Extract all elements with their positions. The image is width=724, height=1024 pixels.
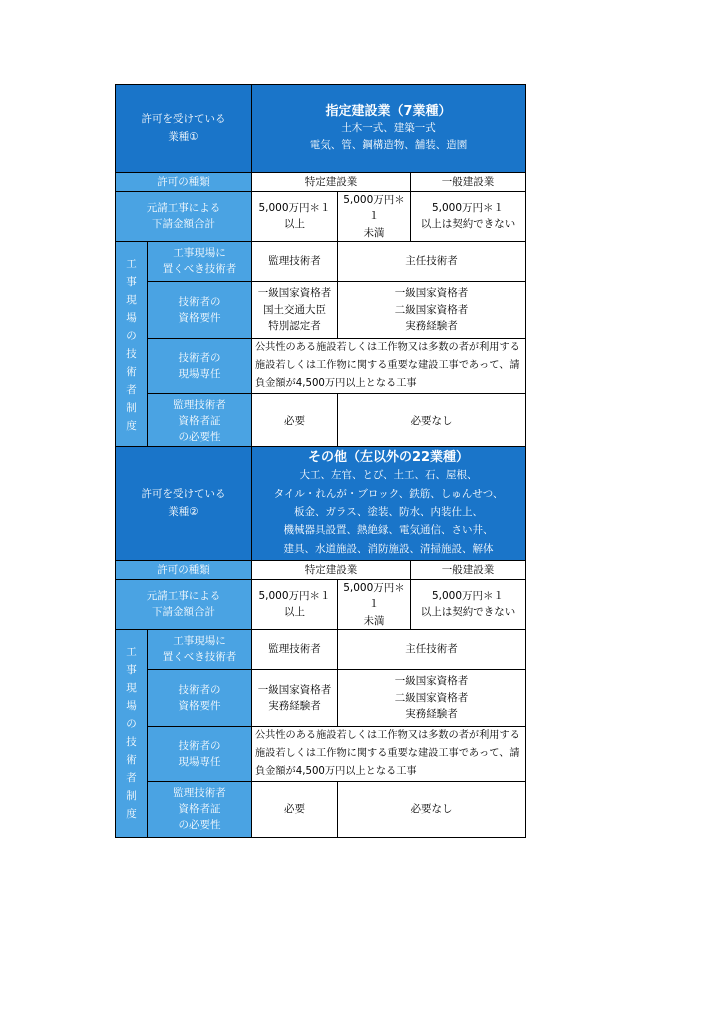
qualification-special: 一級国家資格者 実務経験者 [252, 669, 338, 726]
amount-over: 5,000万円＊１ 以上 [252, 580, 338, 630]
site-engineer-system-label: 工事現場の技術者制度 [116, 629, 148, 837]
header-line: 板金、ガラス、塗装、防水、内装仕上、 [294, 506, 484, 519]
header-line: 機械器具設置、熱絶縁、電気通信、さい井、 [283, 524, 494, 537]
permit-type-label: 許可の種類 [116, 173, 252, 192]
certificate-label: 監理技術者 資格者証 の必要性 [148, 781, 252, 837]
category-label-cell: 許可を受けている 業種① [116, 85, 252, 173]
site-engineer-system-label: 工事現場の技術者制度 [116, 241, 148, 449]
subcontract-label: 元請工事による 下請金額合計 [116, 580, 252, 630]
amount-over: 5,000万円＊１ 以上 [252, 192, 338, 242]
engineer-special: 監理技術者 [252, 241, 338, 281]
engineer-label: 工事現場に 置くべき技術者 [148, 629, 252, 669]
header-line: 大工、左官、とび、土工、石、屋根、 [299, 469, 478, 482]
qualification-label: 技術者の 資格要件 [148, 669, 252, 726]
general-construction: 一般建設業 [411, 561, 526, 580]
certificate-special: 必要 [252, 393, 338, 449]
engineer-general: 主任技術者 [338, 629, 526, 669]
amount-not-allowed: 5,000万円＊１ 以上は契約できない [411, 580, 526, 630]
amount-under: 5,000万円＊１ 未満 [338, 580, 411, 630]
header-title: 指定建設業（7業種） [325, 103, 452, 119]
amount-not-allowed: 5,000万円＊１ 以上は契約できない [411, 192, 526, 242]
certificate-special: 必要 [252, 781, 338, 837]
certificate-label: 監理技術者 資格者証 の必要性 [148, 393, 252, 449]
header-line: 建具、水道施設、消防施設、清掃施設、解体 [283, 542, 494, 555]
amount-under: 5,000万円＊１ 未満 [338, 192, 411, 242]
engineer-special: 監理技術者 [252, 629, 338, 669]
engineer-general: 主任技術者 [338, 241, 526, 281]
header-title: その他（左以外の22業種） [307, 449, 470, 465]
category-label-cell: 許可を受けている 業種② [116, 447, 252, 561]
permit-table-2 [115, 446, 526, 838]
permit-type-label: 許可の種類 [116, 561, 252, 580]
special-construction: 特定建設業 [252, 561, 411, 580]
special-construction: 特定建設業 [252, 173, 411, 192]
subcontract-label: 元請工事による 下請金額合計 [116, 192, 252, 242]
header-line: 土木一式、建築一式 [341, 122, 436, 135]
designated-industry-header [252, 85, 526, 173]
qualification-special: 一級国家資格者 国土交通大臣 特別認定者 [252, 281, 338, 338]
permit-table-1 [115, 84, 526, 450]
dedicated-requirement: 公共性のある施設若しくは工作物又は多数の者が利用する施設若しくは工作物に関する重要な建設工事であって、請負金額が4,500万円以上となる工事 [252, 726, 526, 781]
header-line: 電気、管、鋼構造物、舗装、造園 [309, 139, 468, 152]
certificate-general: 必要なし [338, 781, 526, 837]
header-line: タイル・れんが・ブロック、鉄筋、しゅんせつ、 [273, 487, 504, 500]
other-industry-header [252, 447, 526, 561]
general-construction: 一般建設業 [411, 173, 526, 192]
certificate-general: 必要なし [338, 393, 526, 449]
dedicated-label: 技術者の 現場専任 [148, 726, 252, 781]
engineer-label: 工事現場に 置くべき技術者 [148, 241, 252, 281]
dedicated-label: 技術者の 現場専任 [148, 338, 252, 393]
qualification-general: 一級国家資格者 二級国家資格者 実務経験者 [338, 669, 526, 726]
qualification-label: 技術者の 資格要件 [148, 281, 252, 338]
qualification-general: 一級国家資格者 二級国家資格者 実務経験者 [338, 281, 526, 338]
dedicated-requirement: 公共性のある施設若しくは工作物又は多数の者が利用する施設若しくは工作物に関する重要な建設工事であって、請負金額が4,500万円以上となる工事 [252, 338, 526, 393]
